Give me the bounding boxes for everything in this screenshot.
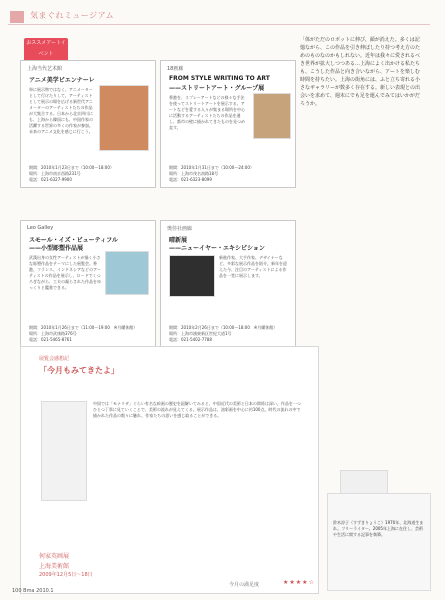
card-info: 期間：2010年2月26日まで（10:00〜18:00 ※月曜休館） 場所：上海市浦東新区世紀大道1号 電話：021-5402-7788 bbox=[169, 325, 278, 342]
card-info: 期間：2010年1月26日まで（11:00〜19:00 ※月曜休館） 場所：上海市武康路376号 電話：021-5465-8761 bbox=[29, 325, 138, 342]
card-info: 期間：2010年1月23日まで（10:00〜18:00） 場所：上海市南京西路231号 電話：021-6327-9900 bbox=[29, 165, 114, 182]
event-card bbox=[160, 220, 296, 348]
card-venue: 奥佳社画廊 bbox=[167, 226, 193, 232]
review-section bbox=[20, 346, 319, 594]
card-title: アニメ美学ビエンナーレ bbox=[29, 77, 95, 84]
card-subtitle: ——ニューイヤー・エキシビション bbox=[169, 245, 265, 252]
event-card bbox=[160, 60, 296, 188]
review-label: 展覧会感想記 bbox=[39, 356, 70, 362]
card-info: 期間：2010年1月31日まで（10:00〜24:00） 場所：上海市茂名南路18号 電話：021-6323-8099 bbox=[169, 165, 254, 182]
rating-stars: ★★★★☆ bbox=[283, 579, 315, 586]
card-description: 武漢出身の女性アーティストが描く小さな彫塑作品をテーマにした展覧会。香港、フランス、インドネシアなどのアーティストの作品を展示し、ロードでくつろぎながら、工夫の凝らされた作品をゆっくりと鑑賞できる。 bbox=[29, 255, 101, 290]
card-artwork-image bbox=[169, 255, 215, 297]
review-dates: 2009年12月5日〜18日 bbox=[39, 572, 93, 578]
card-artwork-image bbox=[105, 251, 149, 295]
card-subtitle: ——ストリートアート・グループ展 bbox=[169, 85, 265, 92]
review-venue: 上海美術館 bbox=[39, 563, 70, 570]
card-title: FROM STYLE WRITING TO ART bbox=[169, 75, 270, 82]
card-venue: Leo Galley bbox=[27, 225, 54, 231]
card-title: スモール・イズ・ビューティフル bbox=[29, 237, 118, 244]
event-card bbox=[20, 220, 156, 348]
card-artwork-image bbox=[253, 93, 291, 139]
painting-image bbox=[41, 401, 87, 501]
card-venue: 上海当代艺术館 bbox=[27, 66, 63, 72]
card-venue: 18画廊 bbox=[167, 66, 184, 72]
page-footer: 100 Bma 2010.1 bbox=[12, 588, 54, 594]
card-description: 香港を、スプレーアートなどの様々な手法を使ってストリートアートを展示する。アートなどを愛する人々が集まる場所を中心に活動するアーティストたちの作品を通し、都市の壁に描かれてきたものを見つめ直す。 bbox=[169, 95, 245, 130]
recommended-badge: おススメアートイベント bbox=[24, 38, 68, 62]
card-subtitle: ——小型彫塑作品展 bbox=[29, 245, 84, 252]
card-title: 晴新展 bbox=[169, 237, 188, 244]
card-description: 単に展示物ではなく、アニメーターとして行けたりして、アーティストとして展示の場を広げる新世代アニメーターのアーティストたちの作品が大集合する。日本から北京四川にも、上海から韓国にも、中国作家の活躍する世界の多くの作家が参加。未来のアニメ文化を感じに行こう。 bbox=[29, 87, 93, 134]
header-title: 気まぐれミュージアム bbox=[30, 11, 115, 20]
review-text: 中国では「モナリザ」ぐらい有名な絵画の歴史を紐解いてみると、中国近代の美術と日本の関係は深い。作品を一つひとつ丁寧に見ていくことで、美術の流れが見えてくる。展示作品は、油彩画を中心に約100点。時代の流れの中で描かれた作品の数々に触れ、作家たちの思いを感じ取ることができる。 bbox=[93, 401, 301, 418]
card-description: 新進作家、大手作家、デザイナーなど、多彩な展示作品を紹介。新年を迎えた今、注目のアーティストによる作品を一堂に展示します。 bbox=[219, 255, 287, 278]
card-artwork-image bbox=[99, 85, 149, 151]
header-mark bbox=[10, 11, 24, 23]
event-card bbox=[20, 60, 156, 188]
header-rule bbox=[8, 24, 430, 25]
review-exhibition: 何家英画展 bbox=[39, 553, 70, 560]
review-title: 「今月もみてきたよ」 bbox=[39, 366, 119, 375]
rating-label: 今月の満足度 bbox=[229, 582, 260, 588]
author-profile-text: 鈴木涼子（すずきりょうこ）1970年、北海道生まれ。フリーライター。2005年上海に在住し、芸術や生活に関する記事を執筆。 bbox=[333, 520, 424, 537]
column-text: 「体がただのロボットに伸び、顔が消えた。多くは記憶ながら、この作品を引き伸ばしたり持つ考え方のためのものなのかもしれない。近年は我々に愛されるべき世界が拡大しつつある…上海によく出かける私たちも、こうした作品と向き合いながら、アートを楽しむ時間を持ちたい。上海の街角には、ふと立ち寄れる小さなギャラリーが数多く存在する。新しい表現との出会いを求めて、週末にでも足を運んでみてはいかがだろうか。 bbox=[300, 37, 421, 107]
